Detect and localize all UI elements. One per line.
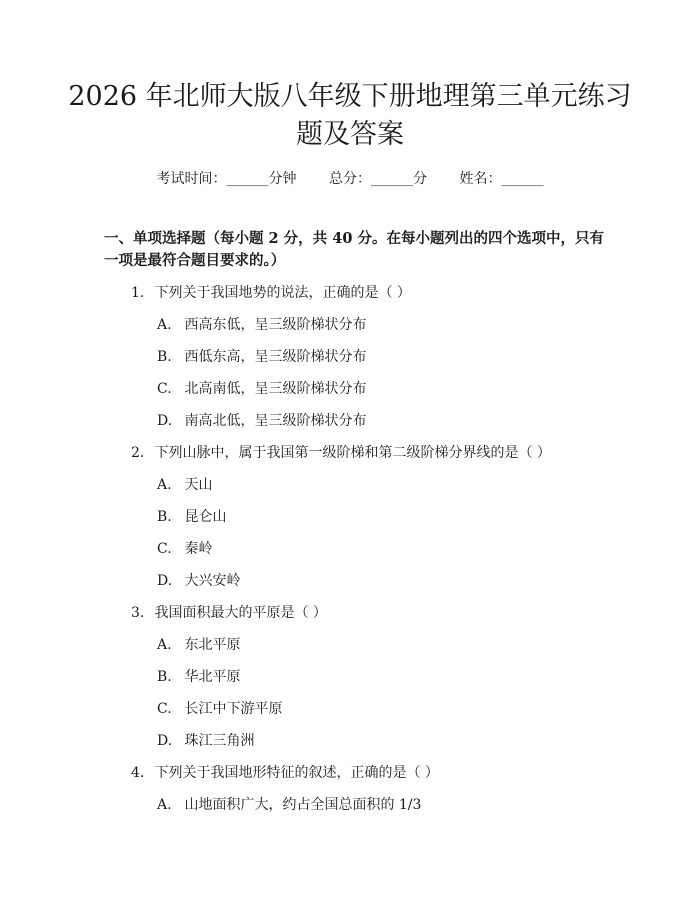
question-text: 下列关于我国地势的说法，正确的是（ ） [154,285,411,301]
option-text: 昆仑山 [184,509,227,525]
option-text: 珠江三角洲 [184,733,255,749]
option-2b [157,506,226,526]
question-text: 下列关于我国地形特征的叙述，正确的是（ ） [154,765,439,781]
question-number: 3. [131,605,145,621]
option-3c [157,698,282,718]
exam-time-field: 考试时间：______分钟 [156,171,297,187]
option-1b [157,346,366,366]
option-text: 西低东高，呈三级阶梯状分布 [184,349,367,365]
option-text: 西高东低，呈三级阶梯状分布 [184,317,367,333]
option-3b [157,666,240,686]
option-label: A. [157,477,172,493]
document-title: 2026 年北师大版八年级下册地理第三单元练习题及答案 [68,81,632,150]
question-number: 1. [131,285,145,301]
option-3a [157,634,240,654]
option-text: 南高北低，呈三级阶梯状分布 [184,413,367,429]
option-text: 北高南低，呈三级阶梯状分布 [184,381,367,397]
option-text: 东北平原 [184,637,241,653]
option-label: D. [157,573,173,589]
option-1c [157,378,366,398]
option-label: B. [157,509,172,525]
option-label: C. [157,701,172,717]
total-score-field: 总分：______分 [329,171,427,187]
option-label: C. [157,541,172,557]
option-1d [157,410,366,430]
option-text: 秦岭 [184,541,213,557]
question-number: 2. [131,445,145,461]
question-text: 我国面积最大的平原是（ ） [154,605,327,621]
question-4 [131,762,439,782]
option-label: A. [157,317,172,333]
option-label: A. [157,797,172,813]
option-label: B. [157,669,172,685]
question-number: 4. [131,765,145,781]
section-heading: 一、单项选择题（每小题 2 分，共 40 分。在每小题列出的四个选项中，只有一项是最符合题目要求的。） [104,230,604,269]
option-text: 山地面积广大，约占全国总面积的 1/3 [184,797,422,813]
question-2 [131,442,551,462]
option-2d [157,570,240,590]
question-text: 下列山脉中，属于我国第一级阶梯和第二级阶梯分界线的是（ ） [154,445,551,461]
exam-info [0,168,700,188]
name-field: 姓名：______ [459,171,544,187]
option-text: 天山 [184,477,213,493]
option-1a [157,314,366,334]
option-label: A. [157,637,172,653]
option-label: C. [157,381,172,397]
option-text: 大兴安岭 [184,573,241,589]
option-label: D. [157,733,173,749]
option-2a [157,474,212,494]
option-4a [157,794,421,814]
question-1 [131,282,411,302]
question-3 [131,602,327,622]
option-text: 华北平原 [184,669,241,685]
option-label: D. [157,413,173,429]
option-label: B. [157,349,172,365]
option-3d [157,730,254,750]
option-text: 长江中下游平原 [184,701,283,717]
option-2c [157,538,212,558]
